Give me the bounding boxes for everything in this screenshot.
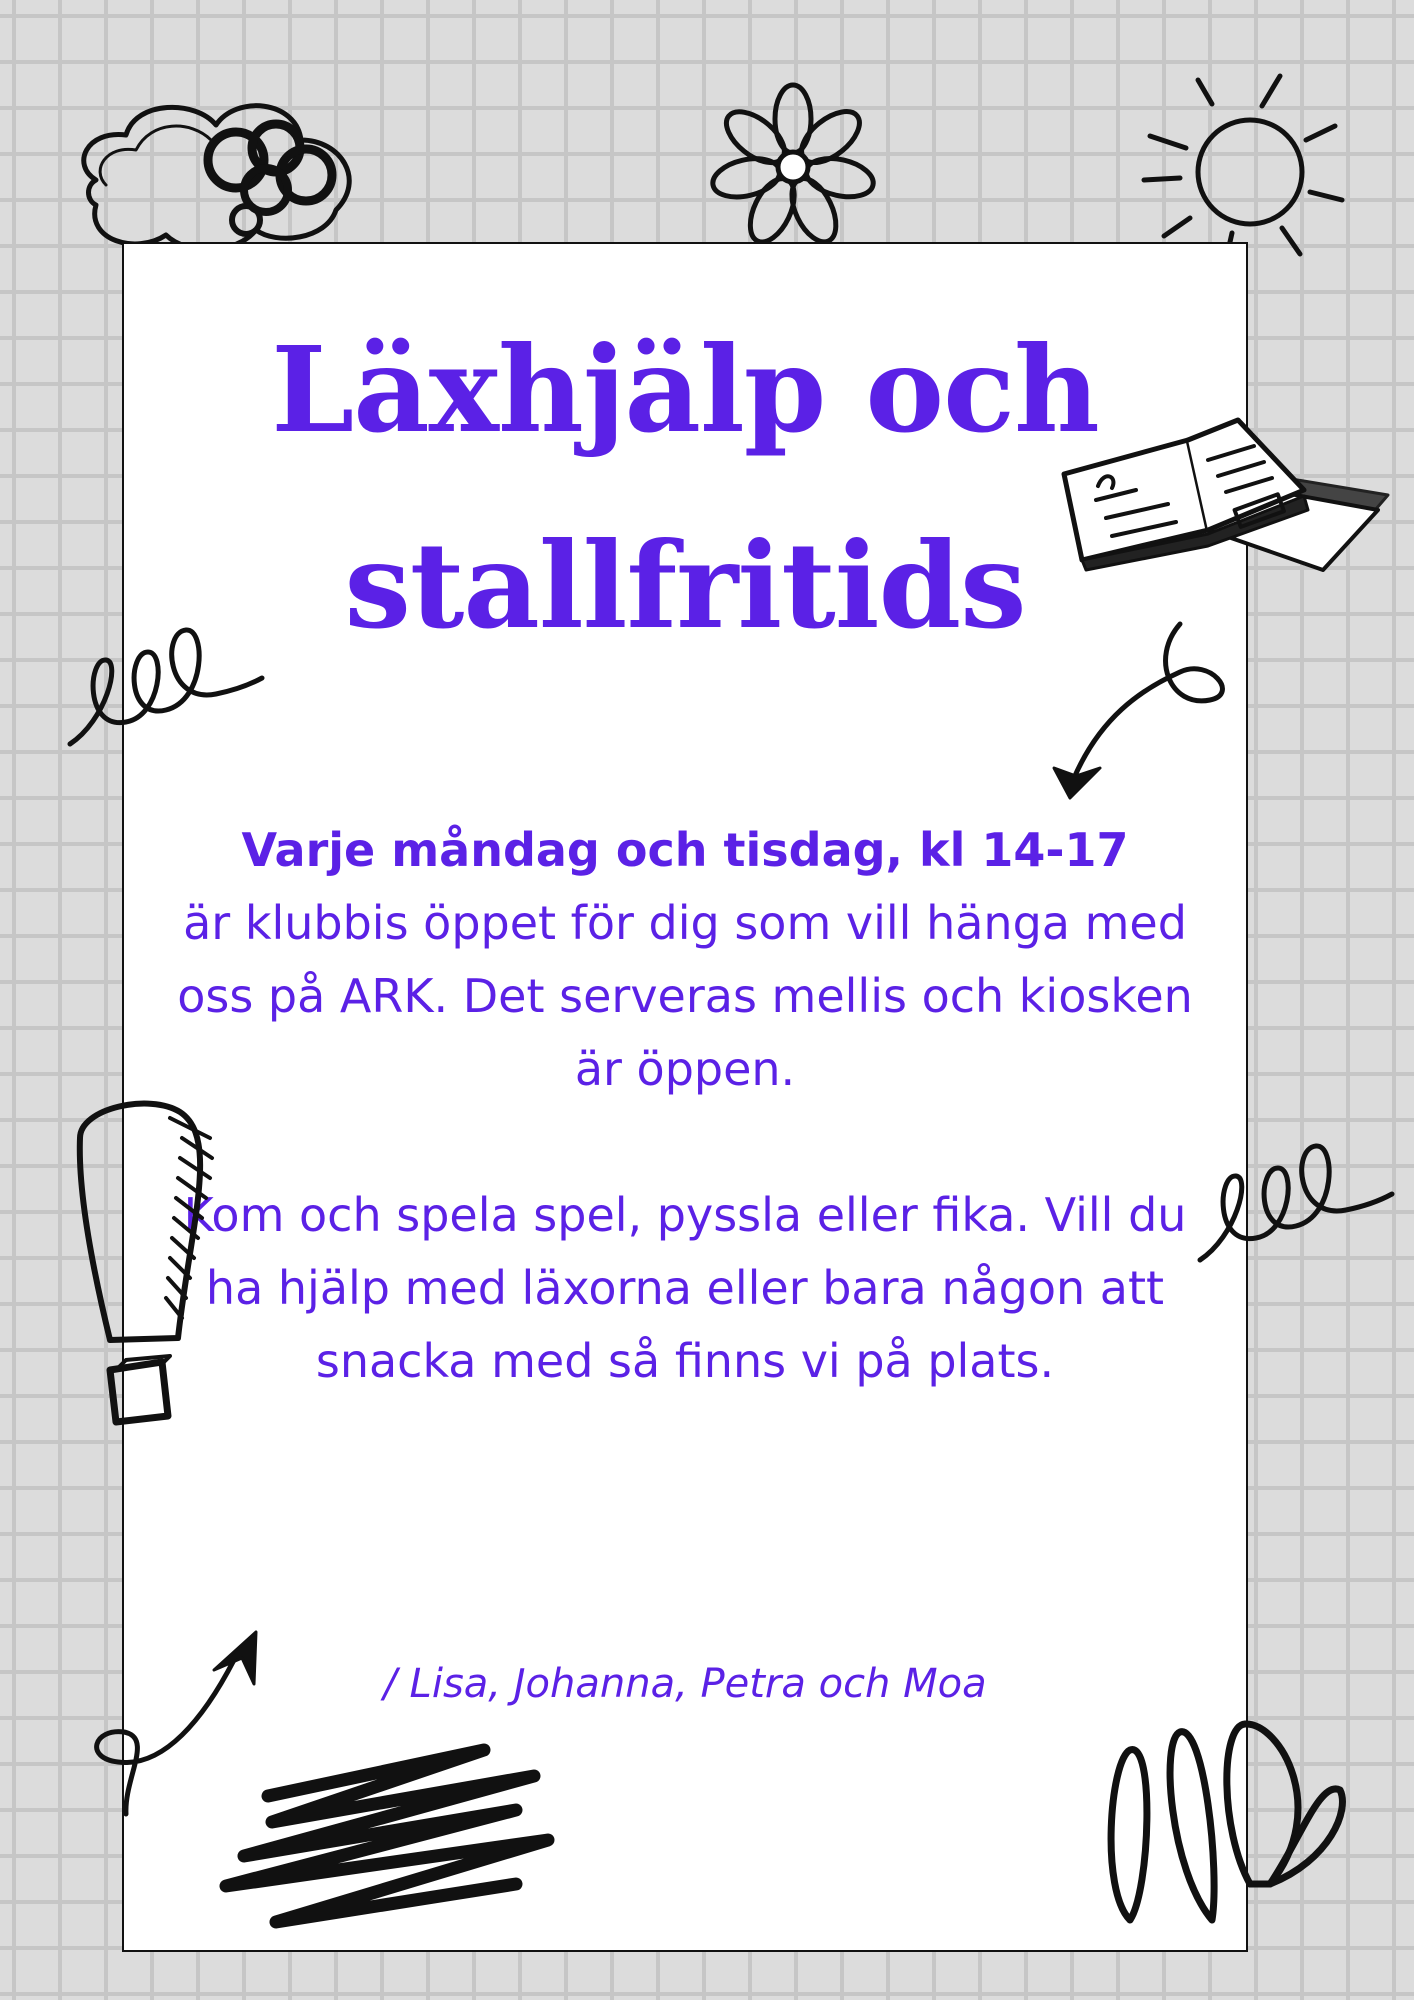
loop-scribble-icon: [66, 612, 266, 752]
flyer-body: [164, 814, 1206, 1398]
activities-paragraph: Kom och spela spel, pyssla eller fika. Vill du ha hjälp med läxorna eller bara någon att snacka med så finns vi på plats.: [183, 1188, 1187, 1388]
zigzag-scribble-icon: [216, 1736, 554, 1936]
opening-paragraph: [164, 814, 1206, 1106]
schedule-line: Varje måndag och tisdag, kl 14-17: [241, 823, 1129, 877]
signature: / Lisa, Johanna, Petra och Moa: [383, 1661, 987, 1707]
petal-loops-doodle-icon: [1100, 1720, 1348, 1926]
cloud-doodle-icon: [66, 70, 376, 260]
opening-text: är klubbis öppet för dig som vill hänga med oss på ARK. Det serveras mellis och kiosken är öppen.: [177, 896, 1193, 1096]
exclamation-mark-doodle-icon: [70, 1098, 230, 1432]
title-line-1: Läxhjälp och: [271, 320, 1099, 459]
curved-arrow-down-icon: [1040, 618, 1226, 804]
title-line-2: stallfritids: [344, 516, 1026, 655]
flower-doodle-icon: [712, 72, 874, 250]
sun-doodle-icon: [1140, 68, 1350, 268]
loop-scribble-right-icon: [1196, 1128, 1396, 1268]
open-book-doodle-icon: [1058, 410, 1394, 610]
